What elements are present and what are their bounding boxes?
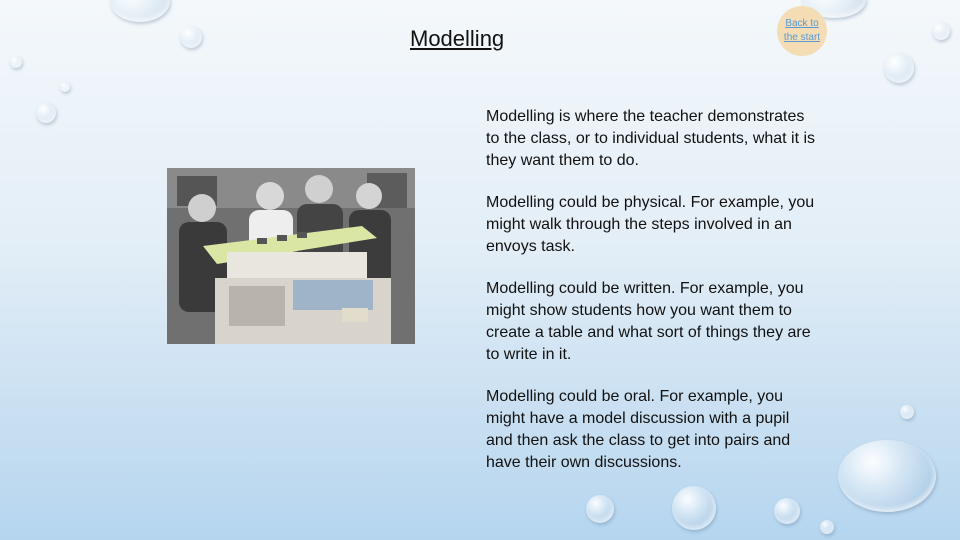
paragraph: Modelling could be written. For example, you might show students how you want them to create a table and what sort of things they are to write in it. xyxy=(486,280,811,363)
paragraph: Modelling is where the teacher demonstrates to the class, or to individual students, what it is they want them to do. xyxy=(486,108,816,169)
paragraph: Modelling could be physical. For example, you might walk through the steps involved in an envoys task. xyxy=(486,194,815,255)
paragraph: Modelling could be oral. For example, you might have a model discussion with a pupil and then ask the class to get into pairs and have their own discussions. xyxy=(486,388,791,471)
classroom-photo xyxy=(167,168,415,344)
slide-body xyxy=(486,106,816,494)
slide-title: Modelling xyxy=(410,26,505,51)
students-with-model-photo xyxy=(167,168,415,344)
back-to-start-button[interactable]: Back to the start xyxy=(777,6,827,56)
